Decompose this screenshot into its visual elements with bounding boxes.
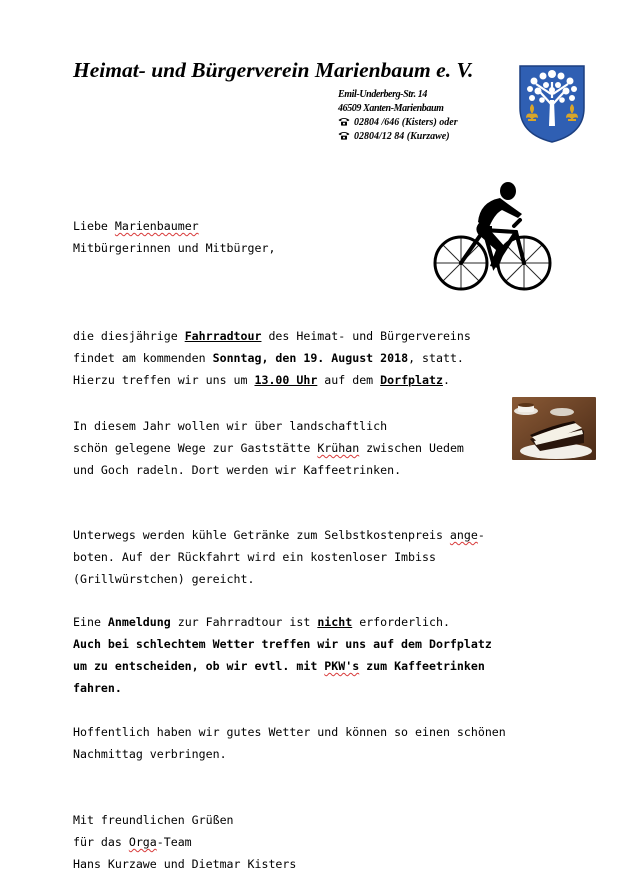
text-segment: Unterwegs werden kühle Getränke zum Selbstkostenpreis — [73, 528, 450, 542]
signatures: Hans Kurzawe und Dietmar Kisters — [73, 857, 297, 871]
text-segment: -Team — [156, 835, 192, 849]
text-segment: ange — [449, 528, 478, 542]
event-date: Sonntag, den 19. August 2018 — [212, 351, 409, 365]
address-street: Emil-Underberg-Str. 14 — [338, 89, 427, 100]
text-segment: zum Kaffeetrinken — [359, 659, 485, 673]
phone-1-text: 02804 /646 (Kisters) oder — [354, 117, 458, 128]
closing — [73, 809, 553, 875]
address-city: 46509 Xanten-Marienbaum — [338, 103, 444, 114]
text-segment: zur Fahrradtour ist — [170, 615, 318, 629]
coat-of-arms-icon — [518, 64, 586, 144]
not-required-word: nicht — [317, 615, 353, 629]
refreshments-paragraph — [73, 524, 553, 590]
text-segment: erforderlich. — [352, 615, 450, 629]
salutation-line-2: Mitbürgerinnen und Mitbürger, — [73, 241, 276, 255]
telephone-icon — [338, 117, 350, 126]
text-segment: um zu entscheiden, ob wir evtl. mit — [73, 659, 325, 673]
closing-line-1: Mit freundlichen Grüßen — [73, 813, 234, 827]
text-segment: PKW's — [324, 659, 360, 673]
salutation-prefix: Liebe — [73, 219, 115, 233]
salutation-line-1 — [73, 215, 553, 237]
weather-paragraph — [73, 721, 553, 765]
text-segment: . — [442, 373, 450, 387]
letter-body — [73, 215, 553, 875]
registration-paragraph — [73, 611, 553, 699]
refreshments-line-2: boten. Auf der Rückfahrt wird ein kostenloser Imbiss — [73, 550, 436, 564]
text-segment: Hierzu treffen wir uns um — [73, 373, 255, 387]
phone-2-text: 02804/12 84 (Kurzawe) — [354, 131, 450, 142]
refreshments-line-3: (Grillwürstchen) gereicht. — [73, 572, 255, 586]
salutation-town: Marienbaumer — [114, 219, 199, 233]
announcement-line-1 — [73, 325, 553, 347]
text-segment: die diesjährige — [73, 329, 185, 343]
organization-title: Heimat- und Bürgerverein Marienbaum e. V. — [73, 58, 474, 82]
weather-line-1: Hoffentlich haben wir gutes Wetter und können so einen schönen — [73, 725, 506, 739]
event-name: Fahrradtour — [184, 329, 262, 343]
text-segment: - — [477, 528, 485, 542]
weather-line-2: Nachmittag verbringen. — [73, 747, 227, 761]
address-block — [338, 88, 458, 144]
registration-line-1 — [73, 611, 553, 633]
phone-line-1 — [338, 116, 458, 130]
restaurant-name: Krühan — [317, 441, 360, 455]
announcement-line-2 — [73, 347, 553, 369]
event-time: 13.00 Uhr — [254, 373, 318, 387]
route-paragraph — [73, 415, 553, 481]
announcement-line-3 — [73, 369, 553, 391]
text-segment: schön gelegene Wege zur Gaststätte — [73, 441, 318, 455]
phone-line-2 — [338, 130, 458, 144]
text-segment: findet am kommenden — [73, 351, 213, 365]
registration-line-3 — [73, 655, 553, 677]
text-segment: Orga — [128, 835, 157, 849]
text-segment: auf dem — [317, 373, 381, 387]
text-segment: des Heimat- und Bürgervereins — [261, 329, 471, 343]
text-segment: zwischen Uedem — [359, 441, 464, 455]
text-segment: , statt. — [408, 351, 464, 365]
registration-word: Anmeldung — [107, 615, 171, 629]
registration-line-4: fahren. — [73, 681, 122, 695]
route-line-2 — [73, 437, 553, 459]
text-segment: für das — [73, 835, 129, 849]
meeting-place: Dorfplatz — [380, 373, 443, 387]
announcement-paragraph — [73, 325, 553, 391]
route-line-3: und Goch radeln. Dort werden wir Kaffeetrinken. — [73, 463, 402, 477]
text-segment: Eine — [73, 615, 108, 629]
closing-line-2 — [73, 831, 553, 853]
registration-line-2: Auch bei schlechtem Wetter treffen wir uns auf dem Dorfplatz — [73, 637, 492, 651]
telephone-icon — [338, 131, 350, 140]
salutation — [73, 215, 553, 259]
route-line-1: In diesem Jahr wollen wir über landschaftlich — [73, 419, 388, 433]
refreshments-line-1 — [73, 524, 553, 546]
